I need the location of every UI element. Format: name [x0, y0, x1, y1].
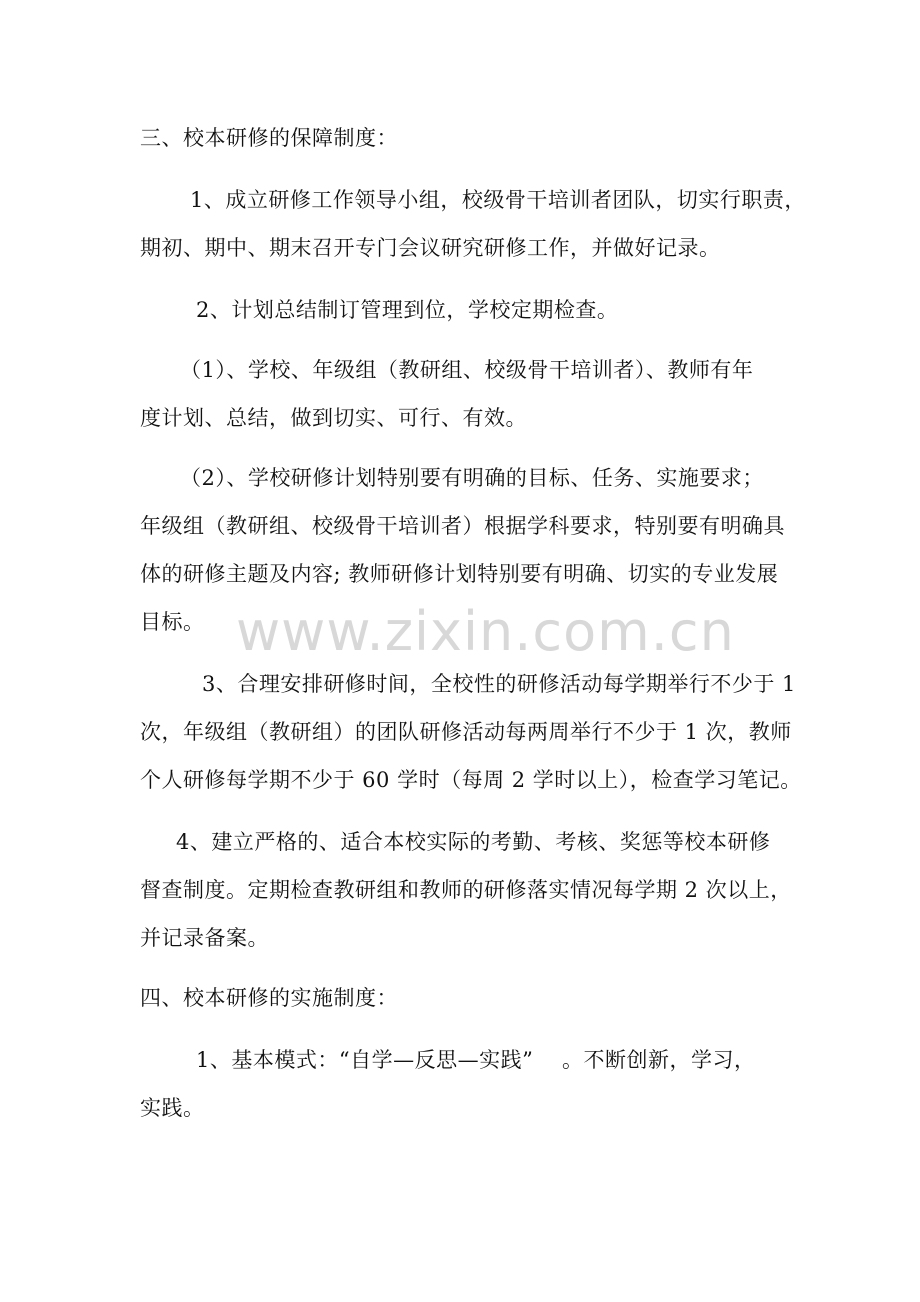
paragraph-line: 次，年级组（教研组）的团队研修活动每两周举行不少于 1 次，教师: [140, 720, 792, 744]
paragraph-line: 体的研修主题及内容; 教师研修计划特别要有明确、切实的专业发展: [140, 562, 779, 586]
paragraph-line: 2、计划总结制订管理到位，学校定期检查。: [196, 298, 619, 322]
paragraph-line: 4、建立严格的、适合本校实际的考勤、考核、奖惩等校本研修: [176, 830, 771, 854]
paragraph-line: 期初、期中、期末召开专门会议研究研修工作，并做好记录。: [140, 236, 721, 260]
paragraph-line: 度计划、总结，做到切实、可行、有效。: [140, 406, 527, 430]
paragraph-line: 目标。: [140, 610, 205, 634]
paragraph-line: 实践。: [140, 1096, 205, 1120]
section-heading-4: 四、校本研修的实施制度：: [140, 986, 398, 1010]
paragraph-line: 1、基本模式：“自学—反思—实践” 。不断创新，学习，: [196, 1048, 756, 1072]
watermark: www.zixin.com.cn: [236, 600, 735, 663]
paragraph-line: 年级组（教研组、校级骨干培训者）根据学科要求，特别要有明确具: [140, 514, 785, 538]
paragraph-line: （2）、学校研修计划特别要有明确的目标、任务、实施要求；: [180, 466, 764, 490]
paragraph-line: 1、成立研修工作领导小组，校级骨干培训者团队，切实行职责，: [190, 188, 806, 212]
paragraph-line: 个人研修每学期不少于 60 学时（每周 2 学时以上），检查学习笔记。: [140, 768, 802, 792]
paragraph-line: 督查制度。定期检查教研组和教师的研修落实情况每学期 2 次以上，: [140, 878, 792, 902]
section-heading-3: 三、校本研修的保障制度：: [140, 126, 398, 150]
paragraph-line: （1）、学校、年级组（教研组、校级骨干培训者）、教师有年: [180, 358, 754, 382]
paragraph-line: 并记录备案。: [140, 926, 269, 950]
paragraph-line: 3、合理安排研修时间，全校性的研修活动每学期举行不少于 1: [202, 672, 796, 696]
